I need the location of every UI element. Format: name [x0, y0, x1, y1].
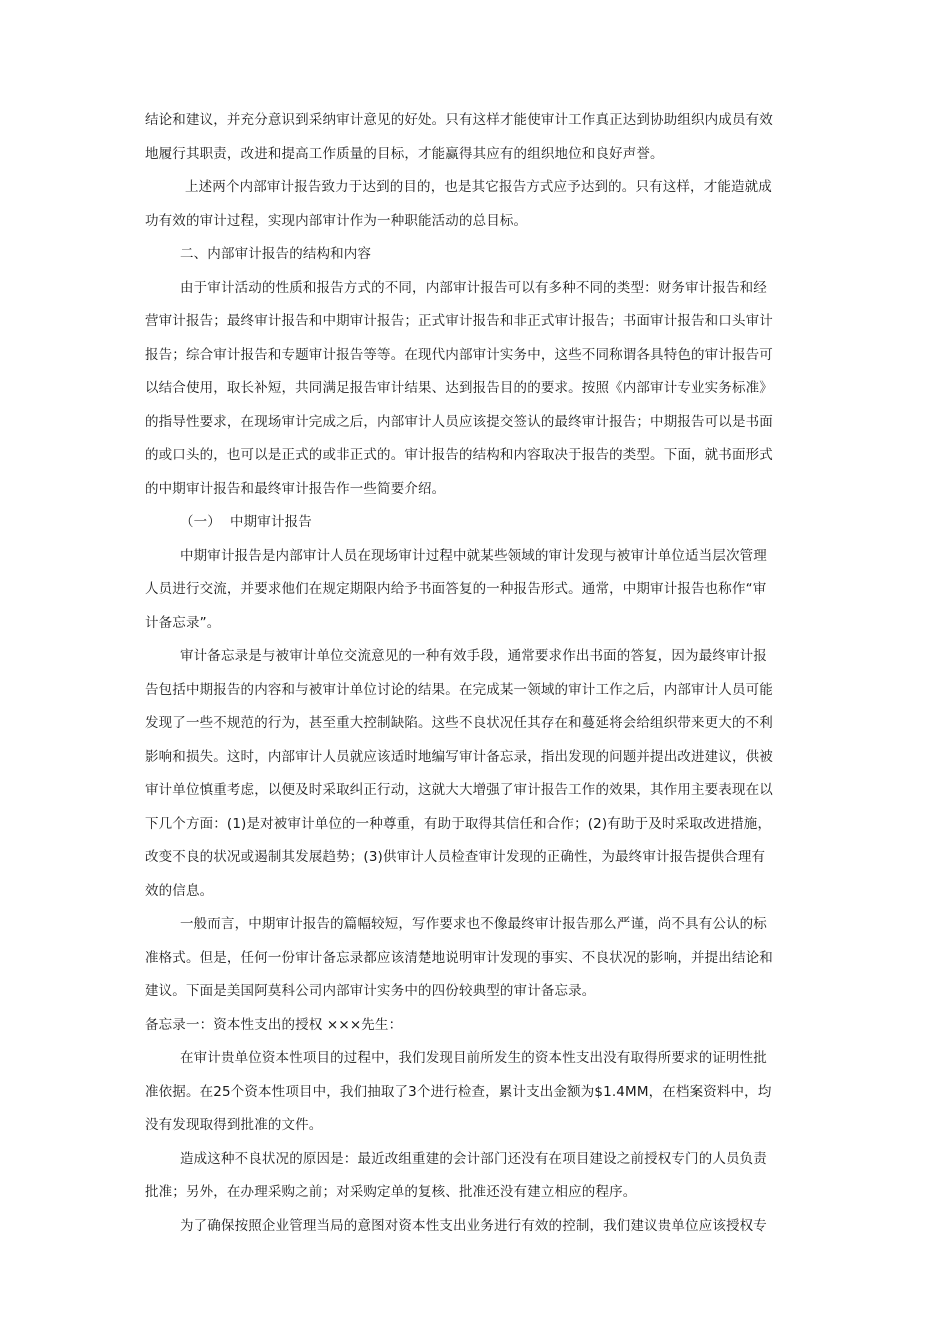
line-text: 准格式。但是，任何一份审计备忘录都应该清楚地说明审计发现的事实、不良状况的影响，并提出结论和 [145, 949, 773, 966]
line-text: 营审计报告；最终审计报告和中期审计报告；正式审计报告和非正式审计报告；书面审计报告和口头审计 [145, 313, 773, 329]
text-line [145, 272, 805, 306]
line-text: 二、内部审计报告的结构和内容 [180, 246, 372, 262]
text-line [145, 238, 805, 272]
line-text: 一般而言，中期审计报告的篇幅较短，写作要求也不像最终审计报告那么严谨，尚不具有公认的标 [180, 916, 767, 932]
text-line [145, 138, 805, 172]
line-text: 发现了一些不规范的行为，甚至重大控制缺陷。这些不良状况任其存在和蔓延将会给组织带来更大的不利 [145, 715, 773, 731]
line-text: 造成这种不良状况的原因是：最近改组重建的会计部门还没有在项目建设之前授权专门的人员负责 [180, 1150, 767, 1167]
text-line [145, 573, 805, 607]
text-line [145, 1143, 805, 1177]
line-text: 结论和建议，并充分意识到采纳审计意见的好处。只有这样才能使审计工作真正达到协助组织内成员有效 [145, 112, 773, 128]
section-number: （一） [180, 514, 221, 530]
text-line [145, 339, 805, 373]
text-line [145, 205, 805, 239]
text-line [145, 707, 805, 741]
text-line [145, 506, 805, 540]
text-line [145, 439, 805, 473]
text-line [145, 473, 805, 507]
text-line [145, 1176, 805, 1210]
text-line [145, 674, 805, 708]
line-text: 为了确保按照企业管理当局的意图对资本性支出业务进行有效的控制，我们建议贵单位应该授权专 [180, 1217, 767, 1234]
line-text: 批准；另外，在办理采购之前；对采购定单的复核、批准还没有建立相应的程序。 [145, 1184, 637, 1200]
line-text: 审计备忘录是与被审计单位交流意见的一种有效手段，通常要求作出书面的答复，因为最终审计报 [180, 648, 767, 664]
text-line [145, 1109, 805, 1143]
line-text: 功有效的审计过程，实现内部审计作为一种职能活动的总目标。 [145, 212, 528, 229]
line-text: 的指导性要求，在现场审计完成之后，内部审计人员应该提交签认的最终审计报告；中期报告可以是书面 [145, 413, 773, 430]
line-text: 建议。下面是美国阿莫科公司内部审计实务中的四份较典型的审计备忘录。 [145, 983, 596, 999]
text-line [145, 875, 805, 909]
text-line [145, 372, 805, 406]
text-line [145, 841, 805, 875]
text-line [145, 1042, 805, 1076]
text-line [145, 808, 805, 842]
text-line [145, 305, 805, 339]
text-line [145, 1210, 805, 1244]
line-text: 的或口头的，也可以是正式的或非正式的。审计报告的结构和内容取决于报告的类型。下面，就书面形式 [145, 447, 773, 463]
text-line [145, 540, 805, 574]
line-text: 在审计贵单位资本性项目的过程中，我们发现目前所发生的资本性支出没有取得所要求的证明性批 [180, 1050, 767, 1066]
line-text: 的中期审计报告和最终审计报告作一些简要介绍。 [145, 480, 446, 497]
line-text: 人员进行交流，并要求他们在规定期限内给予书面答复的一种报告形式。通常，中期审计报告也称作“审 [145, 581, 767, 597]
text-line [145, 1009, 805, 1043]
line-text: 没有发现取得到批准的文件。 [145, 1117, 323, 1133]
line-text: 影响和损失。这时，内部审计人员就应该适时地编写审计备忘录，指出发现的问题并提出改进建议，供被 [145, 748, 773, 765]
line-text: 以结合使用，取长补短，共同满足报告审计结果、达到报告目的的要求。按照《内部审计专业实务标准》 [145, 380, 773, 396]
document-page [145, 104, 805, 1243]
text-line [145, 104, 805, 138]
text-line [145, 1076, 805, 1110]
line-text: 改变不良的状况或遏制其发展趋势；(3)供审计人员检查审计发现的正确性，为最终审计报告提供合理有 [145, 849, 766, 865]
text-line [145, 942, 805, 976]
line-text: 告包括中期报告的内容和与被审计单位讨论的结果。在完成某一领域的审计工作之后，内部审计人员可能 [145, 681, 773, 698]
text-line [145, 640, 805, 674]
line-text: 上述两个内部审计报告致力于达到的目的，也是其它报告方式应予达到的。只有这样，才能造就成 [185, 179, 772, 195]
text-line [145, 908, 805, 942]
text-line [145, 975, 805, 1009]
line-text: 中期审计报告 [230, 514, 312, 530]
line-text: 计备忘录”。 [145, 614, 221, 631]
line-text: 由于审计活动的性质和报告方式的不同，内部审计报告可以有多种不同的类型：财务审计报告和经 [180, 279, 767, 296]
line-text: 报告；综合审计报告和专题审计报告等等。在现代内部审计实务中，这些不同称谓各具特色的审计报告可 [145, 346, 773, 363]
line-text: 准依据。在25个资本性项目中，我们抽取了3个进行检查，累计支出金额为$1.4MM，在档案资料中，均 [145, 1083, 772, 1100]
line-text: 地履行其职责，改进和提高工作质量的目标，才能赢得其应有的组织地位和良好声誉。 [145, 145, 664, 162]
text-line [145, 607, 805, 641]
line-text: 中期审计报告是内部审计人员在现场审计过程中就某些领域的审计发现与被审计单位适当层次管理 [180, 547, 767, 564]
text-line [145, 171, 805, 205]
text-line [145, 406, 805, 440]
line-text: 下几个方面：(1)是对被审计单位的一种尊重，有助于取得其信任和合作；(2)有助于及时采取改进措施， [145, 815, 772, 832]
text-line [145, 774, 805, 808]
line-text: 效的信息。 [145, 882, 214, 899]
line-text: 审计单位慎重考虑，以便及时采取纠正行动，这就大大增强了审计报告工作的效果，其作用主要表现在以 [145, 782, 773, 798]
text-line [145, 741, 805, 775]
line-text: 备忘录一：资本性支出的授权 ×××先生： [145, 1016, 403, 1033]
